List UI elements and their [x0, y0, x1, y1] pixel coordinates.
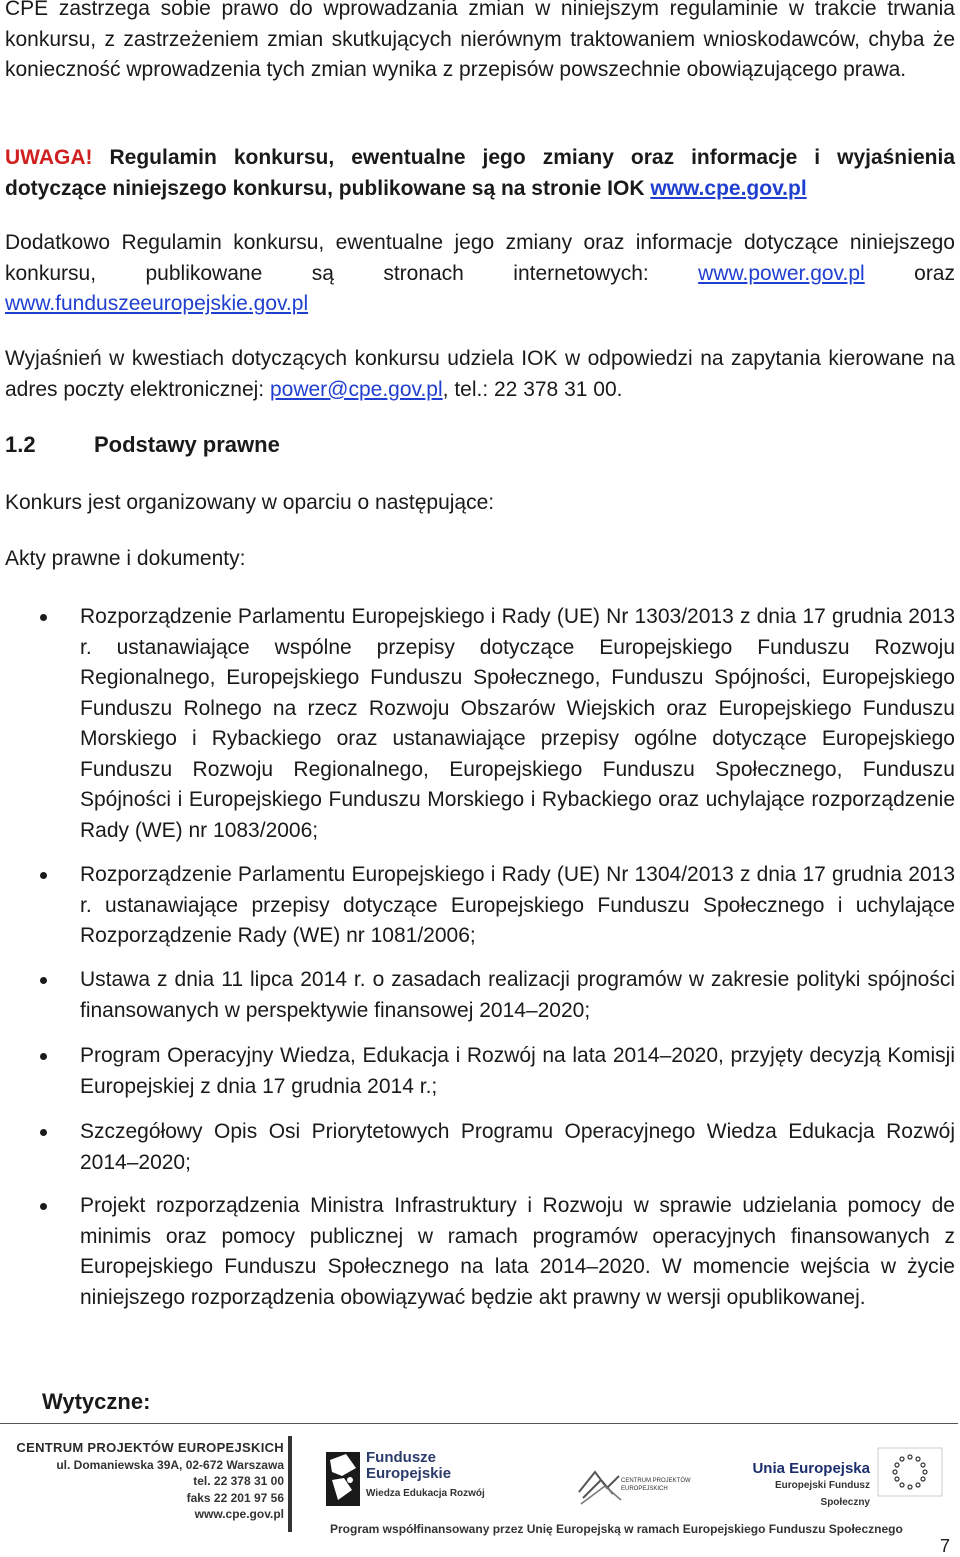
cpe-fax: faks 22 201 97 56: [186, 1490, 284, 1505]
dodatkowo-paragraph: [5, 228, 955, 320]
footer-divider: [0, 1423, 958, 1424]
power-website-link[interactable]: www.power.gov.pl: [698, 261, 865, 285]
wyjasnienia-text: Wyjaśnień w kwestiach dotyczących konkursu udziela IOK w odpowiedzi na zapytania kierowane na adres poczty elektronicznej:: [5, 347, 955, 401]
cpe-website-link[interactable]: www.cpe.gov.pl: [650, 176, 807, 200]
cpe-web: www.cpe.gov.pl: [194, 1507, 284, 1521]
section-heading: [5, 432, 280, 458]
fe-line2: Europejskie: [366, 1465, 452, 1482]
intro-text: CPE zastrzega sobie prawo do wprowadzania zmian w niniejszym regulaminie w trakcie trwania konkursu, z zastrzeżeniem zmian skutkujących nierównym traktowaniem wnioskodawców, chyba że konieczność wprowadzenia tych zmian wynika z przepisów powszechnie obowiązującego prawa.: [5, 0, 955, 81]
page-number: 7: [940, 1536, 951, 1556]
list-item: Program Operacyjny Wiedza, Edukacja i Rozwój na lata 2014–2020, przyjęty decyzją Komisji Europejskiej z dnia 17 grudnia 2014 r.;: [80, 1044, 955, 1098]
intro-paragraph: [5, 0, 955, 86]
section-number: 1.2: [5, 432, 36, 457]
uwaga-label: UWAGA!: [5, 146, 93, 169]
list-item: Szczegółowy Opis Osi Priorytetowych Programu Operacyjnego Wiedza Edukacja Rozwój 2014–2020;: [80, 1120, 955, 1174]
uwaga-text: Regulamin konkursu, ewentualne jego zmiany oraz informacje i wyjaśnienia dotyczące niniejszego konkursu, publikowane są na stronie IOK: [5, 146, 955, 200]
cpe-mini-text-2: EUROPEJSKICH: [621, 1486, 668, 1492]
bullet-icon: [40, 977, 47, 984]
cpe-name: CENTRUM PROJEKTÓW EUROPEJSKICH: [16, 1440, 284, 1455]
phone-text: , tel.: 22 378 31 00.: [442, 377, 623, 401]
fe-line1: Fundusze: [366, 1449, 436, 1466]
cpe-tel: tel. 22 378 31 00: [193, 1474, 284, 1488]
cpe-address: ul. Domaniewska 39A, 02-672 Warszawa: [56, 1457, 284, 1472]
list-item: Rozporządzenie Parlamentu Europejskiego i Rady (UE) Nr 1303/2013 z dnia 17 grudnia 2013 r. ustanawiające wspólne przepisy dotyczące Europejskiego Funduszu Rozwoju Regionalnego, Europejskiego Funduszu Społecznego, Funduszu Spójności, Europejskiego Funduszu Rolnego na rzecz Rozwoju Obszarów Wiejskich oraz Europejskiego Funduszu Morskiego i Rybackiego oraz ustanawiające przepisy ogólne dotyczące Europejskiego Funduszu Rozwoju Regionalnego, Europejskiego Funduszu Społecznego, Funduszu Spójności i Europejskiego Funduszu Morskiego i Rybackiego oraz uchylające rozporządzenie Rady (WE) nr 1083/2006;: [80, 605, 955, 842]
uwaga-paragraph: [5, 143, 955, 204]
email-link[interactable]: power@cpe.gov.pl: [269, 377, 443, 401]
dodatkowo-text: Dodatkowo Regulamin konkursu, ewentualne jego zmiany oraz informacje dotyczące niniejszego konkursu, publikowane są stronach internetowych:: [5, 231, 955, 285]
fundusze-europejskie-wordmark: [366, 1450, 451, 1482]
section-title: Podstawy prawne: [94, 432, 280, 457]
bullet-icon: [40, 1203, 47, 1210]
cofinancing-note: Program współfinansowany przez Unię Europejską w ramach Europejskiego Funduszu Społecznego: [330, 1522, 903, 1536]
section-lead: Konkurs jest organizowany w oparciu o następujące:: [5, 491, 495, 514]
wyjasnienia-paragraph: [5, 344, 955, 405]
footer: [0, 1430, 960, 1540]
list-item: Ustawa z dnia 11 lipca 2014 r. o zasadach realizacji programów w zakresie polityki spójności finansowanych w perspektywie finansowej 2014–2020;: [80, 968, 955, 1022]
oraz-text: oraz: [864, 261, 955, 285]
wytyczne-heading: Wytyczne:: [42, 1389, 151, 1414]
fundusze-europejskie-logo-icon: [324, 1450, 362, 1508]
bullet-icon: [40, 1129, 47, 1136]
cpe-logo-icon: [575, 1458, 691, 1510]
section-subhead: Akty prawne i dokumenty:: [5, 547, 246, 570]
ue-name: Unia Europejska: [752, 1460, 870, 1477]
ue-subtitle: Europejski Fundusz Społeczny: [774, 1480, 870, 1508]
eu-flag-icon: [878, 1448, 942, 1496]
fe-program-name: Wiedza Edukacja Rozwój: [366, 1488, 485, 1499]
ue-wordmark: [735, 1460, 870, 1511]
cpe-mini-text-1: CENTRUM PROJEKTÓW: [621, 1478, 691, 1484]
bullet-icon: [40, 614, 47, 621]
footer-separator: [288, 1436, 292, 1532]
cpe-contact-block: [14, 1440, 284, 1523]
list-item: Rozporządzenie Parlamentu Europejskiego i Rady (UE) Nr 1304/2013 z dnia 17 grudnia 2013 r. ustanawiające przepisy dotyczące Europejskiego Funduszu Społecznego i uchylające Rozporządzenie Rady (WE) nr 1081/2006;: [80, 863, 955, 947]
fundusze-website-link[interactable]: www.funduszeeuropejskie.gov.pl: [5, 292, 309, 315]
bullet-icon: [40, 1053, 47, 1060]
list-item: Projekt rozporządzenia Ministra Infrastruktury i Rozwoju w sprawie udzielania pomocy de minimis oraz pomocy publicznej w ramach programów operacyjnych finansowanych z Europejskiego Funduszu Społecznego na lata 2014–2020. W momencie wejścia w życie niniejszego rozporządzenia obowiązywać będzie akt prawny w wersji opublikowanej.: [80, 1194, 955, 1309]
bullet-icon: [40, 872, 47, 879]
